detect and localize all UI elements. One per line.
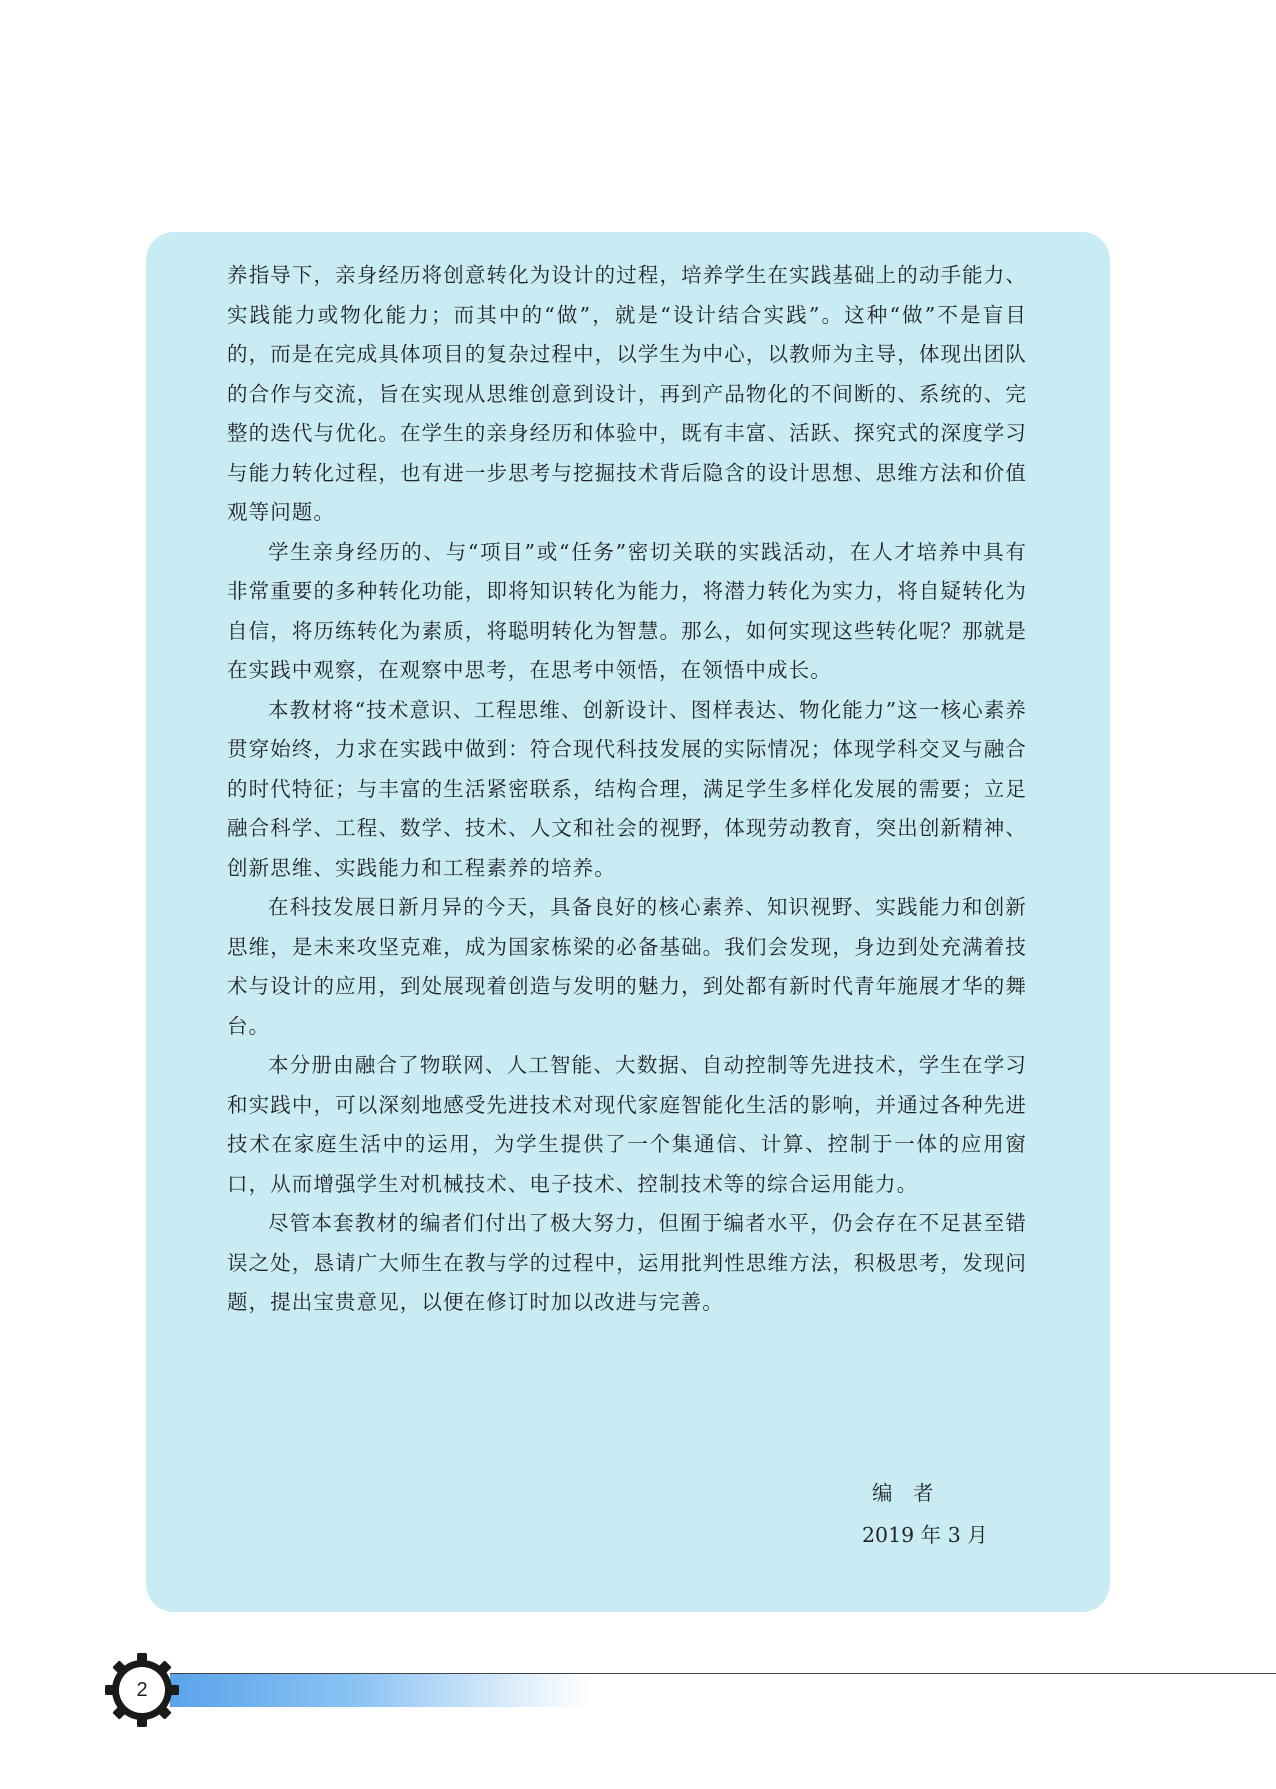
paragraph-1: 养指导下，亲身经历将创意转化为设计的过程，培养学生在实践基础上的动手能力、实践能力或物化能力；而其中的“做”，就是“设计结合实践”。这种“做”不是盲目的，而是在完成具体项目的复杂过程中，以学生为中心，以教师为主导，体现出团队的合作与交流，旨在实现从思维创意到设计，再到产品物化的不间断的、系统的、完整的迭代与优化。在学生的亲身经历和体验中，既有丰富、活跃、探究式的深度学习与能力转化过程，也有进一步思考与挖掘技术背后隐含的设计思想、思维方法和价值观等问题。	[227, 263, 1027, 524]
footer-gradient-bar	[170, 1673, 590, 1707]
signature-block	[146, 1478, 1110, 1547]
preface-text-box	[146, 232, 1110, 1612]
signature-date: 2019 年 3 月	[862, 1523, 988, 1547]
paragraph-6: 尽管本套教材的编者们付出了极大努力，但囿于编者水平，仍会存在不足甚至错误之处，恳请广大师生在教与学的过程中，运用批判性思维方法，积极思考，发现问题，提出宝贵意见，以便在修订时加以改进与完善。	[227, 1211, 1027, 1314]
page-number: 2	[136, 1679, 148, 1701]
signature-editor: 编 者	[872, 1481, 934, 1505]
paragraph-5: 本分册由融合了物联网、人工智能、大数据、自动控制等先进技术，学生在学习和实践中，可以深刻地感受先进技术对现代家庭智能化生活的影响，并通过各种先进技术在家庭生活中的运用，为学生提供了一个集通信、计算、控制于一体的应用窗口，从而增强学生对机械技术、电子技术、控制技术等的综合运用能力。	[227, 1053, 1027, 1196]
paragraph-4: 在科技发展日新月异的今天，具备良好的核心素养、知识视野、实践能力和创新思维，是未来攻坚克难，成为国家栋梁的必备基础。我们会发现，身边到处充满着技术与设计的应用，到处展现着创造与发明的魅力，到处都有新时代青年施展才华的舞台。	[227, 895, 1027, 1038]
paragraph-2: 学生亲身经历的、与“项目”或“任务”密切关联的实践活动，在人才培养中具有非常重要的多种转化功能，即将知识转化为能力，将潜力转化为实力，将自疑转化为自信，将历练转化为素质，将聪明转化为智慧。那么，如何实现这些转化呢？那就是在实践中观察，在观察中思考，在思考中领悟，在领悟中成长。	[227, 539, 1027, 682]
preface-body	[227, 256, 1027, 1323]
paragraph-3: 本教材将“技术意识、工程思维、创新设计、图样表达、物化能力”这一核心素养贯穿始终，力求在实践中做到：符合现代科技发展的实际情况；体现学科交叉与融合的时代特征；与丰富的生活紧密联系，结构合理，满足学生多样化发展的需要；立足融合科学、工程、数学、技术、人文和社会的视野，体现劳动教育，突出创新精神、创新思维、实践能力和工程素养的培养。	[227, 697, 1027, 880]
footer-rule	[170, 1673, 1276, 1674]
